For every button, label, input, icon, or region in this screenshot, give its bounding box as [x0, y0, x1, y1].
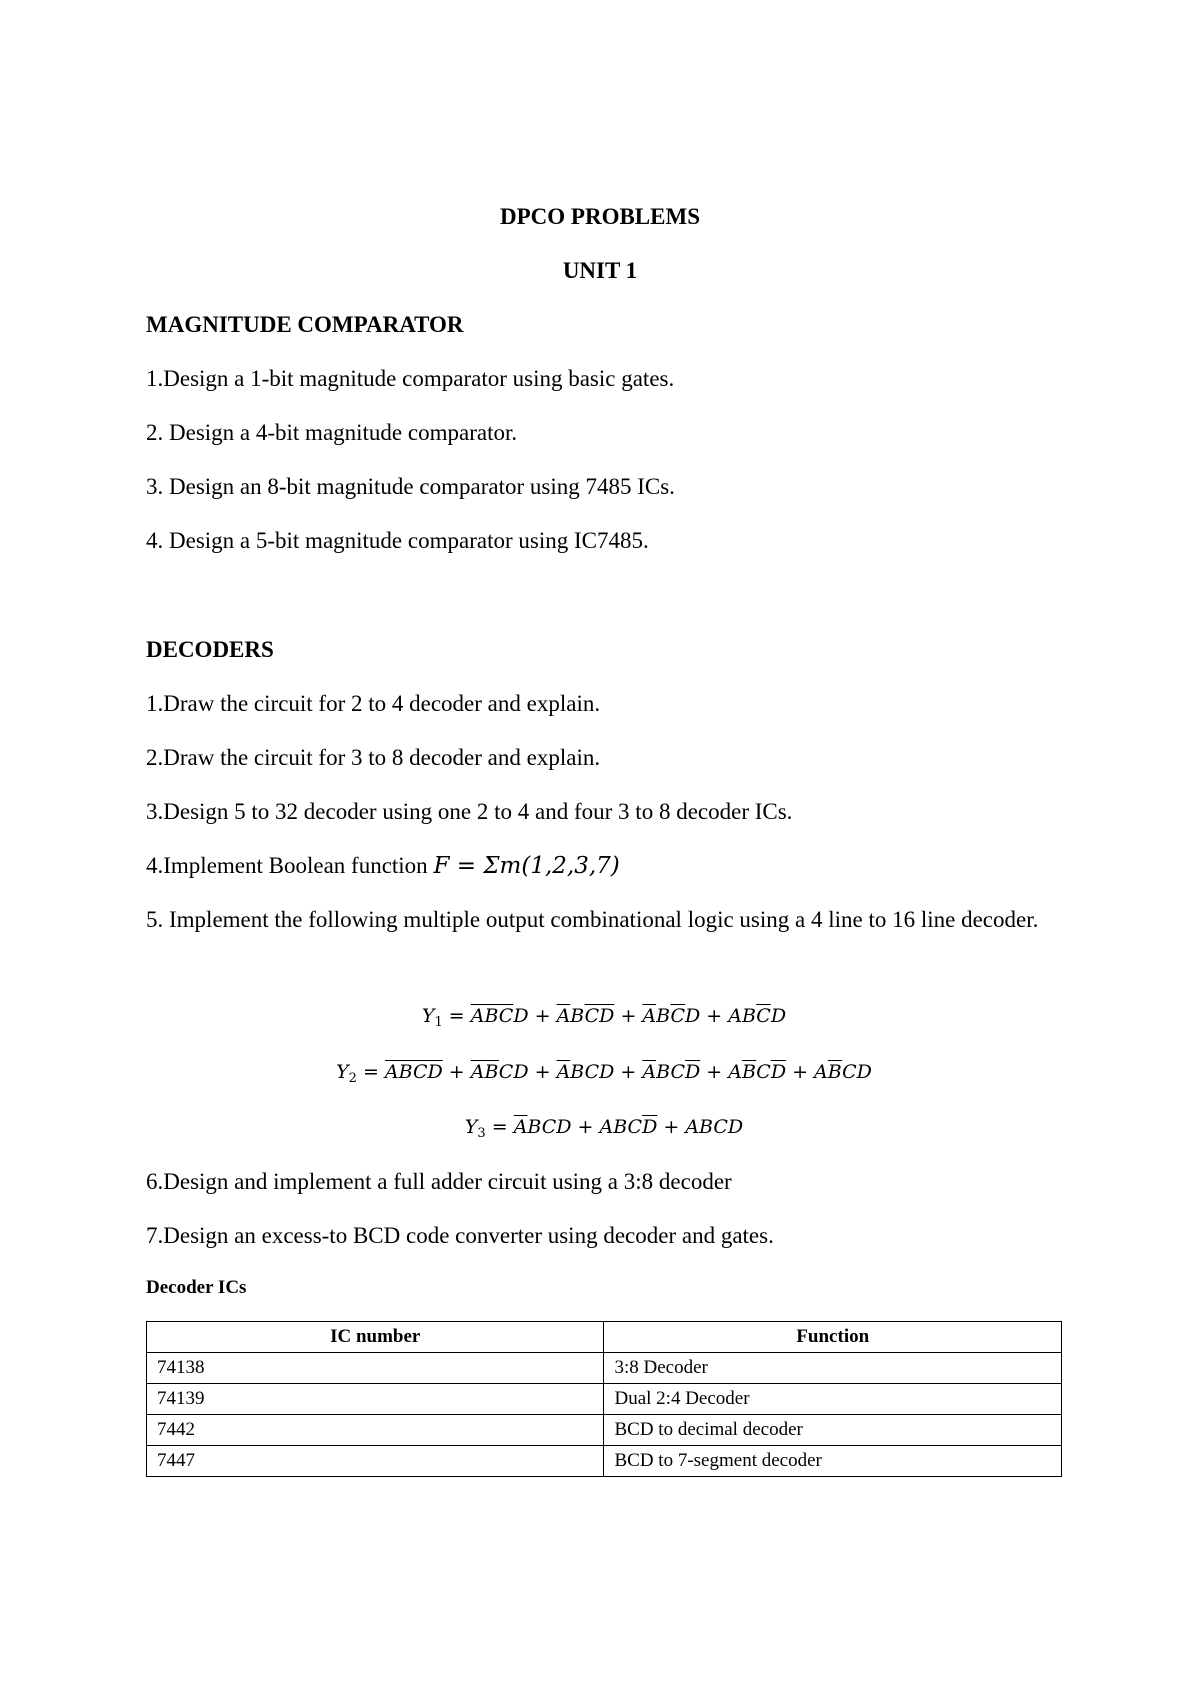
- table-cell: BCD to decimal decoder: [604, 1415, 1062, 1446]
- table-row: [147, 1446, 1062, 1477]
- list-item: 6.Design and implement a full adder circuit using a 3:8 decoder: [146, 1169, 732, 1194]
- section-heading-magnitude-comparator: MAGNITUDE COMPARATOR: [146, 312, 464, 337]
- column-header-ic-number: IC number: [147, 1322, 604, 1353]
- table-cell: 74138: [147, 1353, 604, 1384]
- table-cell: 7442: [147, 1415, 604, 1446]
- list-item: 7.Design an excess-to BCD code converter using decoder and gates.: [146, 1223, 774, 1248]
- list-item: [146, 853, 620, 879]
- list-item: 1.Draw the circuit for 2 to 4 decoder and explain.: [146, 691, 601, 716]
- list-item: 1.Design a 1-bit magnitude comparator using basic gates.: [146, 366, 675, 391]
- list-item: 4. Design a 5-bit magnitude comparator using IC7485.: [146, 528, 649, 553]
- table-row: [147, 1353, 1062, 1384]
- unit-title: UNIT 1: [562, 258, 638, 283]
- equation-y2: $Y_2$ = ABCD + ABCD + $\overline{A}BCD + \overline{A}BC\overline{D} + A\overline{B}C\overline{D} + A\overline{B}CD$: [336, 1061, 872, 1086]
- table-row: [147, 1415, 1062, 1446]
- table-cell: 3:8 Decoder: [604, 1353, 1062, 1384]
- decoder-ics-heading: Decoder ICs: [146, 1277, 247, 1298]
- list-item: 5. Implement the following multiple output combinational logic using a 4 line to 16 line decoder.: [146, 907, 1039, 932]
- equation-y3: $Y_3 = \overline{A}BCD + ABC\overline{D}$ + ABCD: [464, 1116, 744, 1141]
- list-item: 3.Design 5 to 32 decoder using one 2 to 4 and four 3 to 8 decoder ICs.: [146, 799, 793, 824]
- table-row: [147, 1384, 1062, 1415]
- table-cell: 74139: [147, 1384, 604, 1415]
- boolean-function-expression: F = Σm(1,2,3,7): [433, 853, 620, 879]
- table-cell: 7447: [147, 1446, 604, 1477]
- table-header-row: [147, 1322, 1062, 1353]
- list-item-text: 4.Implement Boolean function: [146, 853, 434, 878]
- table-cell: BCD to 7-segment decoder: [604, 1446, 1062, 1477]
- decoder-ics-table: [146, 1321, 1062, 1477]
- list-item: 2. Design a 4-bit magnitude comparator.: [146, 420, 518, 445]
- list-item: 2.Draw the circuit for 3 to 8 decoder and explain.: [146, 745, 601, 770]
- list-item: 3. Design an 8-bit magnitude comparator using 7485 ICs.: [146, 474, 675, 499]
- table-cell: Dual 2:4 Decoder: [604, 1384, 1062, 1415]
- section-heading-decoders: DECODERS: [146, 637, 274, 662]
- equation-y1: $Y_1 = \overline{ABC}D + \overline{A}B\overline{CD} + \overline{A}B\overline{C}D + AB\overline{C}D$: [421, 1005, 787, 1030]
- column-header-function: Function: [604, 1322, 1062, 1353]
- document-title: DPCO PROBLEMS: [500, 204, 700, 229]
